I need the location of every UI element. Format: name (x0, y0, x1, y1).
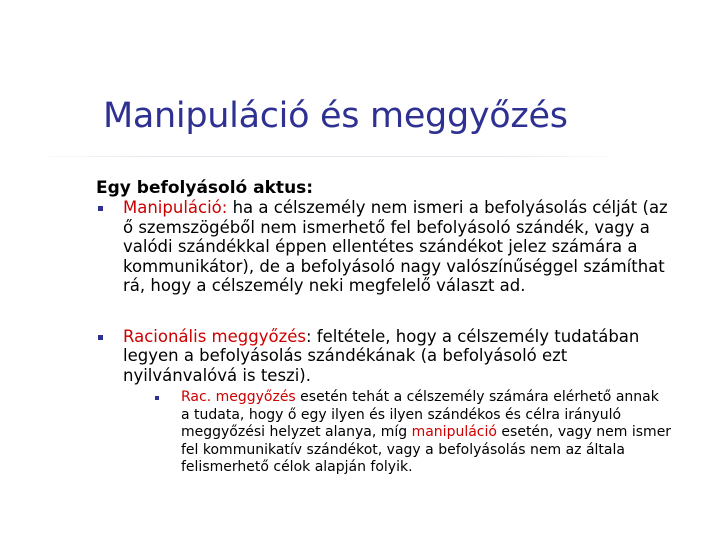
sub-bullet-line: felismerhető célok alapján folyik. (181, 459, 413, 475)
term-rational-persuasion: Racionális meggyőzés (123, 326, 306, 346)
sub-bullet-text: esetén tehát a célszemély számára elérhető annak (295, 389, 659, 405)
bullet-line: nyilvánvalóvá is teszi). (123, 365, 311, 385)
slide-body (96, 178, 696, 477)
bullet-line: valódi szándékkal éppen ellentétes szándékot jelez számára a (123, 237, 638, 256)
title-divider (48, 156, 608, 157)
term-manipulation: Manipuláció: (123, 198, 228, 217)
sub-bullet-line (181, 389, 720, 407)
section-heading: Egy befolyásoló aktus: (96, 178, 314, 198)
sub-bullet-line: a tudata, hogy ő egy ilyen és ilyen szándékos és célra irányuló (181, 406, 622, 423)
sub-bullet-line: fel kommunikatív szándékot, vagy a befolyásolás nem az általa (181, 441, 625, 458)
square-bullet-icon (98, 206, 103, 211)
bullet-line (123, 198, 693, 218)
bullet-line: ő szemszögéből nem ismerhető fel befolyásoló szándék, vagy a (123, 217, 650, 237)
bullet-text: : feltétele, hogy a célszemély tudatában (305, 326, 640, 346)
sub-bullet-comparison (153, 389, 720, 477)
square-bullet-icon (98, 335, 103, 340)
bullet-line: kommunikátor), de a befolyásoló nagy valószínűséggel számíthat (123, 256, 665, 276)
bullet-line: legyen a befolyásolás szándékának (a befolyásoló ezt (123, 346, 568, 365)
bullet-text: ha a célszemély nem ismeri a befolyásolás célját (az (227, 198, 668, 217)
bullet-line: rá, hogy a célszemély neki megfelelő választ ad. (123, 276, 526, 295)
bullet-rational-persuasion (96, 327, 693, 477)
slide-title: Manipuláció és meggyőzés (103, 96, 568, 136)
term-manipulation-inline: manipuláció (411, 424, 497, 440)
bullet-manipulation (96, 198, 693, 296)
square-bullet-icon (155, 396, 159, 400)
term-rac-persuasion: Rac. meggyőzés (181, 389, 296, 405)
bullet-line (123, 327, 693, 347)
sub-bullet-text: esetén, vagy nem ismer (496, 424, 672, 440)
sub-bullet-line (181, 424, 720, 442)
sub-bullet-text: meggyőzési helyzet alanya, míg (181, 424, 412, 440)
